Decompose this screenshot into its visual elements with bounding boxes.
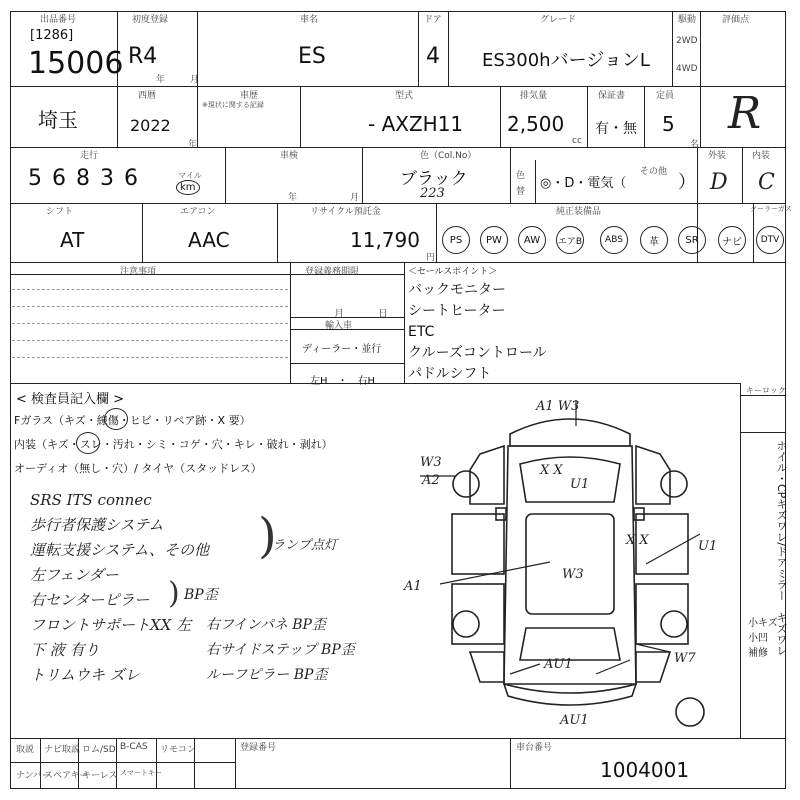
side-label: 小凹 xyxy=(748,633,768,644)
pointer-stroke xyxy=(596,660,630,674)
displacement-label: 排気量 xyxy=(520,91,548,101)
sales-point-item: パドルシフト xyxy=(408,366,492,382)
mileage-digit: 5 xyxy=(28,166,42,191)
exterior-label: 外装 xyxy=(708,151,727,161)
exterior-grade: D xyxy=(710,170,728,195)
mileage-digit: 6 xyxy=(52,166,66,191)
evaluation-label: 評価点 xyxy=(722,15,750,25)
handwritten-line: 下 液 有り xyxy=(30,641,100,659)
side-label: 補修 xyxy=(748,648,768,659)
warranty: 有・無 xyxy=(595,121,637,137)
car-rear-bumper xyxy=(504,684,636,705)
key-lock-label: キーロック xyxy=(746,386,786,395)
dashed-line xyxy=(12,306,288,307)
car-right-quarter xyxy=(636,652,670,682)
reg-no-label: 登録番号 xyxy=(240,743,277,753)
side-label: ドアミラー キズワレ xyxy=(775,546,788,657)
col-rule xyxy=(116,738,117,789)
drive-4wd: 4WD xyxy=(676,64,698,74)
capacity: 5 xyxy=(662,112,675,136)
pointer-stroke xyxy=(646,534,700,564)
inspection-year: 年 xyxy=(288,193,298,203)
col-rule xyxy=(404,262,405,383)
keyless-label: キーレス xyxy=(82,771,118,781)
col-rule xyxy=(290,262,291,383)
equipment-dtv-badge: DTV xyxy=(756,226,784,254)
import-label: 輸入車 xyxy=(325,321,353,331)
col-rule xyxy=(362,147,363,203)
equipment-airbag-badge: エアB xyxy=(556,226,584,254)
paint-close: ） xyxy=(678,172,696,193)
dashed-line xyxy=(12,289,288,290)
circle-mark xyxy=(104,408,128,430)
car-left-quarter xyxy=(470,652,504,682)
interior-grade: C xyxy=(758,170,775,195)
evaluation-score: R xyxy=(728,88,762,139)
col-rule xyxy=(418,11,419,86)
spare-key-label: スペアキー xyxy=(44,771,89,781)
color-name: ブラック xyxy=(400,169,468,189)
color-code: 223 xyxy=(420,186,445,201)
body-type-label: 車歴 xyxy=(240,91,259,101)
pointer-stroke xyxy=(440,562,550,584)
car-diagram xyxy=(400,384,740,736)
pointer-stroke xyxy=(636,644,670,652)
row-rule xyxy=(10,738,786,739)
col-rule xyxy=(40,738,41,789)
car-hood-outline xyxy=(510,419,630,446)
col-rule xyxy=(535,160,536,203)
first-registration: R4 xyxy=(128,44,158,69)
mileage-unit-km: km xyxy=(176,180,200,195)
damage-mark: U1 xyxy=(698,539,718,554)
grade-label: グレード xyxy=(540,15,577,25)
year-unit: 年 xyxy=(156,75,166,85)
smart-key-label: スマートキー xyxy=(120,769,162,777)
side-label: 小キズ xyxy=(748,618,778,629)
car-name: ES xyxy=(298,44,326,69)
aircon-label: エアコン xyxy=(180,207,216,217)
row-rule xyxy=(10,147,786,148)
dashed-line xyxy=(12,323,288,324)
manual-label: 取説 xyxy=(16,745,35,755)
steering-option: 左H ・ 右H xyxy=(310,376,376,387)
sales-point-item: クルーズコントロール xyxy=(408,345,547,361)
recycle-label: リサイクル預託金 xyxy=(310,207,381,217)
handwritten-notes-right xyxy=(206,613,355,688)
damage-mark: A1 W3 xyxy=(536,399,580,414)
col-rule xyxy=(510,147,511,203)
sales-points-label: ＜セールスポイント＞ xyxy=(408,267,498,277)
row-rule xyxy=(10,762,235,763)
row-rule xyxy=(10,203,786,204)
handwritten-line: トリムウキ ズレ xyxy=(30,666,140,684)
exhibit-no-label: 出品番号 xyxy=(40,15,77,25)
equipment-pw-badge: PW xyxy=(480,226,508,254)
mileage-label: 走行 xyxy=(80,151,99,161)
pointer-stroke xyxy=(510,664,540,674)
month-unit: 月 xyxy=(190,75,200,85)
mileage-digit: 6 xyxy=(124,166,138,191)
drive-label: 駆動 xyxy=(678,15,697,25)
sales-point-item: シートヒーター xyxy=(408,303,506,319)
model: - AXZH11 xyxy=(368,112,464,136)
lot-prefix: [1286] xyxy=(30,28,74,43)
western-year: 2022 xyxy=(130,116,171,135)
displacement-unit: cc xyxy=(572,136,582,146)
row-rule xyxy=(290,363,404,364)
col-rule xyxy=(644,86,645,147)
genuine-equipment-label: 純正装備品 xyxy=(556,207,602,217)
damage-mark: AU1 xyxy=(560,713,589,728)
handwritten-line: フロントサポートXX 左 xyxy=(30,616,192,634)
col-rule xyxy=(156,738,157,789)
col-rule xyxy=(235,738,236,789)
col-rule xyxy=(742,147,743,203)
mileage-digits xyxy=(28,166,138,191)
audio-tire-line: オーディオ（無し・穴）/ タイヤ（スタッドレス） xyxy=(14,462,262,475)
col-rule xyxy=(300,86,301,147)
shift-label: シフト xyxy=(46,207,74,217)
side-label: ホイル・CPキズワレ/ xyxy=(775,440,788,547)
body-history-note: ※現状に関する記録 xyxy=(202,101,264,109)
handwritten-line: SRS ITS connec xyxy=(30,491,152,509)
equipment-navi-badge: ナビ xyxy=(718,226,746,254)
inspection-month: 月 xyxy=(350,193,360,203)
chassis-label: 車台番号 xyxy=(516,743,553,753)
col-rule xyxy=(500,86,501,147)
damage-mark: W7 xyxy=(674,651,696,666)
side-labels xyxy=(748,440,788,736)
recycle-amount: 11,790 xyxy=(350,228,420,252)
wheel-front-right xyxy=(661,471,687,497)
mileage-digit: 8 xyxy=(76,166,90,191)
handwritten-line: 右センターピラー xyxy=(30,591,150,609)
col-rule xyxy=(700,11,701,147)
paint-other: その他 xyxy=(640,167,668,177)
damage-mark: AU1 xyxy=(544,657,573,672)
inspector-title: < 検査員記入欄 > xyxy=(16,392,125,407)
doors: 4 xyxy=(426,44,440,69)
wheel-front-left xyxy=(453,471,479,497)
col-rule xyxy=(587,86,588,147)
chassis-number: 1004001 xyxy=(600,758,690,782)
capacity-label: 定員 xyxy=(656,91,675,101)
repair-labels xyxy=(748,616,784,661)
western-year-label: 西暦 xyxy=(138,91,157,101)
damage-mark: W3 xyxy=(562,567,584,582)
brace-note-1: ランプ点灯 xyxy=(272,538,338,553)
col-rule xyxy=(225,147,226,203)
interior-condition-line: 内装（キズ・スレ・汚れ・シミ・コゲ・穴・キレ・破れ・剥れ） xyxy=(14,438,333,451)
aircon: AAC xyxy=(188,228,230,252)
first-reg-label: 初度登録 xyxy=(132,15,169,25)
equipment-leather-badge: 革 xyxy=(640,226,668,254)
warranty-label: 保証書 xyxy=(598,91,626,101)
brace-mark: ) xyxy=(168,576,180,611)
handwritten-line: 左フェンダー xyxy=(30,566,119,584)
damage-mark: U1 xyxy=(570,477,590,492)
inspection-label: 車検 xyxy=(280,151,299,161)
col-rule xyxy=(672,11,673,86)
number-plate-label: ナンバー xyxy=(16,771,51,781)
bcas-label: B-CAS xyxy=(120,742,148,752)
registration-label: 登録義務期限 xyxy=(305,267,360,277)
cooler-label: クーラーガス xyxy=(750,205,792,213)
col-rule xyxy=(740,383,741,738)
equipment-aw-badge: AW xyxy=(518,226,546,254)
capacity-unit: 名 xyxy=(690,140,700,150)
interior-label: 内装 xyxy=(752,151,771,161)
handwritten-line: 歩行者保護システム xyxy=(30,516,164,534)
equipment-sr-badge: SR xyxy=(678,226,706,254)
rom-label: ロム/SD xyxy=(82,745,116,755)
col-rule xyxy=(142,203,143,262)
recycle-unit: 円 xyxy=(426,253,436,263)
handwritten-line: ルーフピラー BP歪 xyxy=(206,667,328,683)
mileage-digit: 3 xyxy=(100,166,114,191)
region: 埼玉 xyxy=(38,108,78,132)
sales-point-item: バックモニター xyxy=(408,282,506,298)
dashed-line xyxy=(12,357,288,358)
damage-mark: A2 xyxy=(422,473,440,488)
dealer-option: ディーラー・並行 xyxy=(302,344,382,355)
doors-label: ドア xyxy=(424,15,442,25)
f-glass-line: Fガラス（キズ・線傷・ヒビ・リペア跡・X 要） xyxy=(14,414,251,427)
row-rule xyxy=(740,432,786,433)
damage-mark: A1 xyxy=(404,579,422,594)
sales-points-list xyxy=(408,280,547,385)
spare-tire xyxy=(676,698,704,726)
handwritten-notes xyxy=(30,488,209,688)
shift: AT xyxy=(60,228,85,252)
handwritten-line: 右サイドステップ BP歪 xyxy=(206,642,355,658)
wheel-rear-right xyxy=(661,611,687,637)
damage-mark: X X xyxy=(540,463,563,478)
western-year-unit: 年 xyxy=(188,140,198,150)
model-label: 型式 xyxy=(395,91,414,101)
col-rule xyxy=(436,203,437,262)
handwritten-line: 運転支援システム、その他 xyxy=(30,541,209,559)
dashed-line xyxy=(12,340,288,341)
color-label: 色（Col.No） xyxy=(420,151,477,161)
col-rule xyxy=(510,738,511,789)
mileage-unit-mile: マイル xyxy=(178,171,202,180)
col-rule xyxy=(277,203,278,262)
handwritten-line: 右フインパネ BP歪 xyxy=(206,617,326,633)
registration-month: 月 xyxy=(334,309,344,320)
damage-mark: X X xyxy=(626,533,649,548)
lot-number: 15006 xyxy=(28,46,124,81)
color-change-label: 色替 xyxy=(516,171,526,197)
paint-types: ◎・D・電気（ xyxy=(540,176,627,191)
registration-day: 日 xyxy=(378,309,388,320)
col-rule xyxy=(448,11,449,86)
car-left-door-front xyxy=(452,514,504,574)
car-rear-window xyxy=(520,628,620,660)
caution-label: 注意事項 xyxy=(120,267,157,277)
car-name-label: 車名 xyxy=(300,15,319,25)
row-rule xyxy=(10,262,786,263)
damage-mark: W3 xyxy=(420,455,442,470)
displacement: 2,500 xyxy=(507,112,565,136)
navi-manual-label: ナビ取説 xyxy=(44,745,81,755)
equipment-ps-badge: PS xyxy=(442,226,470,254)
drive-2wd: 2WD xyxy=(676,36,698,46)
circle-mark xyxy=(76,432,100,454)
sales-point-item: ETC xyxy=(408,324,435,340)
brace-mark: ) xyxy=(258,508,277,564)
grade: ES300hバージョンL xyxy=(482,50,650,71)
equipment-abs-badge: ABS xyxy=(600,226,628,254)
remote-label: リモコン xyxy=(160,745,197,755)
wheel-rear-left xyxy=(453,611,479,637)
brace-note-2: BP歪 xyxy=(184,587,218,603)
row-rule xyxy=(10,86,786,87)
